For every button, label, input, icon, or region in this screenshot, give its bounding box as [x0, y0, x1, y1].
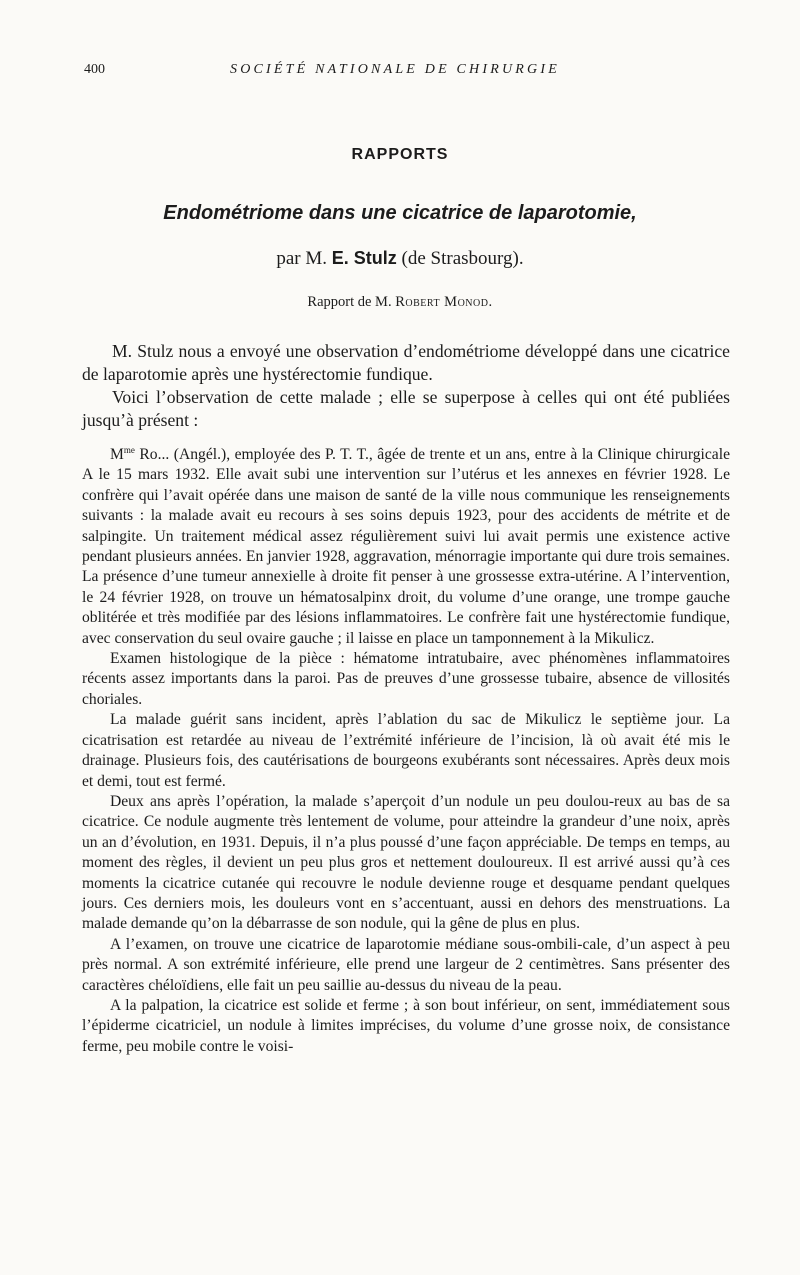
- case-report: [82, 445, 730, 1057]
- page-number: 400: [84, 62, 105, 77]
- running-header: [84, 58, 738, 82]
- case-paragraph: [82, 445, 730, 649]
- case-paragraph: La malade guérit sans incident, après l’ablation du sac de Mikulicz le septième jour. La cicatrisation est retardée au niveau de l’extrémité inférieure de l’incision, là où avait été mis le drainage. Plusieurs fois, des cautérisations de bourgeons exubérants sont nécessaires. Après deux mois et demi, tout est fermé.: [82, 711, 730, 790]
- intro-paragraph: M. Stulz nous a envoyé une observation d’endométriome développé dans une cicatrice de laparotomie après une hystérectomie fundique.: [82, 341, 730, 384]
- case-paragraph: A la palpation, la cicatrice est solide et ferme ; à son bout inférieur, on sent, immédiatement sous l’épiderme cicatriciel, un nodule à limites imprécises, du volume d’une grosse noix, de consistance ferme, peu mobile contre le voisi-: [82, 996, 730, 1055]
- intro-text: [82, 340, 730, 432]
- reporter-prefix: Rapport de M.: [307, 294, 396, 310]
- reporter-line: [0, 294, 800, 311]
- reporter-name: Robert Monod.: [395, 294, 493, 310]
- case-paragraph: Deux ans après l’opération, la malade s’aperçoit d’un nodule un peu doulou-reux au bas de sa cicatrice. Ce nodule augmente très lentement de volume, pour atteindre la grandeur d’une noix, après un an d’évolution, en 1931. Depuis, il n’a plus poussé d’une façon appréciable. De temps en temps, au moment des règles, il devient un peu plus gros et nettement douloureux. Il est arrivé aussi qu’à ces moments la cicatrice cutanée qui recouvre le nodule devienne rouge et desquame pendant quelques jours. Ces derniers mois, les douleurs vont en s’accentuant, aussi en dehors des menstruations. La malade demande qu’on la débarrasse de son nodule, qui la gêne de plus en plus.: [82, 792, 730, 933]
- author-name: E. Stulz: [331, 248, 397, 268]
- case-paragraph: Examen histologique de la pièce : hématome intratubaire, avec phénomènes inflammatoires récents assez importants dans la paroi. Pas de preuves d’une grossesse tubaire, absence de villosités choriales.: [82, 650, 730, 708]
- section-heading: RAPPORTS: [351, 146, 449, 163]
- journal-title: SOCIÉTÉ NATIONALE DE CHIRURGIE: [230, 62, 560, 77]
- case-paragraph: A l’examen, on trouve une cicatrice de laparotomie médiane sous-ombili-cale, d’un aspect à peu près normal. A son extrémité inférieure, elle prend une largeur de 2 centimètres. Sans présenter des caractères chéloïdiens, elle fait un peu saillie au-dessus du niveau de la peau.: [82, 935, 730, 994]
- byline: [0, 248, 800, 270]
- patient-title-sup: me: [123, 444, 135, 455]
- article-title: Endométriome dans une cicatrice de laparotomie,: [163, 202, 637, 224]
- intro-paragraph: Voici l’observation de cette malade ; elle se superpose à celles qui ont été publiées jusqu’à présent :: [82, 387, 730, 430]
- patient-title: M: [110, 446, 124, 463]
- byline-suffix: (de Strasbourg).: [396, 248, 524, 269]
- case-paragraph-text: Ro... (Angél.), employée des P. T. T., âgée de trente et un ans, entre à la Clinique chirurgicale A le 15 mars 1932. Elle avait subi une intervention sur l’utérus et les annexes en février 1928. Le confrère qui l’avait opérée dans une maison de santé de la ville nous communique les renseignements suivants : la malade avait eu recours à ses soins depuis 1923, pour des accidents de métrite et de salpingite. Un traitement médical assez régulièrement suivi lui avait permis une existence active pendant plusieurs années. En janvier 1928, aggravation, ménorragie importante qui dure trois semaines. La présence d’une tumeur annexielle à droite fit penser à une grossesse extra-utérine. A l’intervention, le 24 février 1928, on trouve un hématosalpinx droit, du volume d’une orange, une trompe gauche oblitérée et très modifiée par des lésions inflammatoires. Le confrère fait une hystérectomie fundique, avec conservation du seul ovaire gauche ; il laisse en place un tamponnement à la Mikulicz.: [82, 446, 730, 647]
- byline-prefix: par M.: [276, 248, 332, 269]
